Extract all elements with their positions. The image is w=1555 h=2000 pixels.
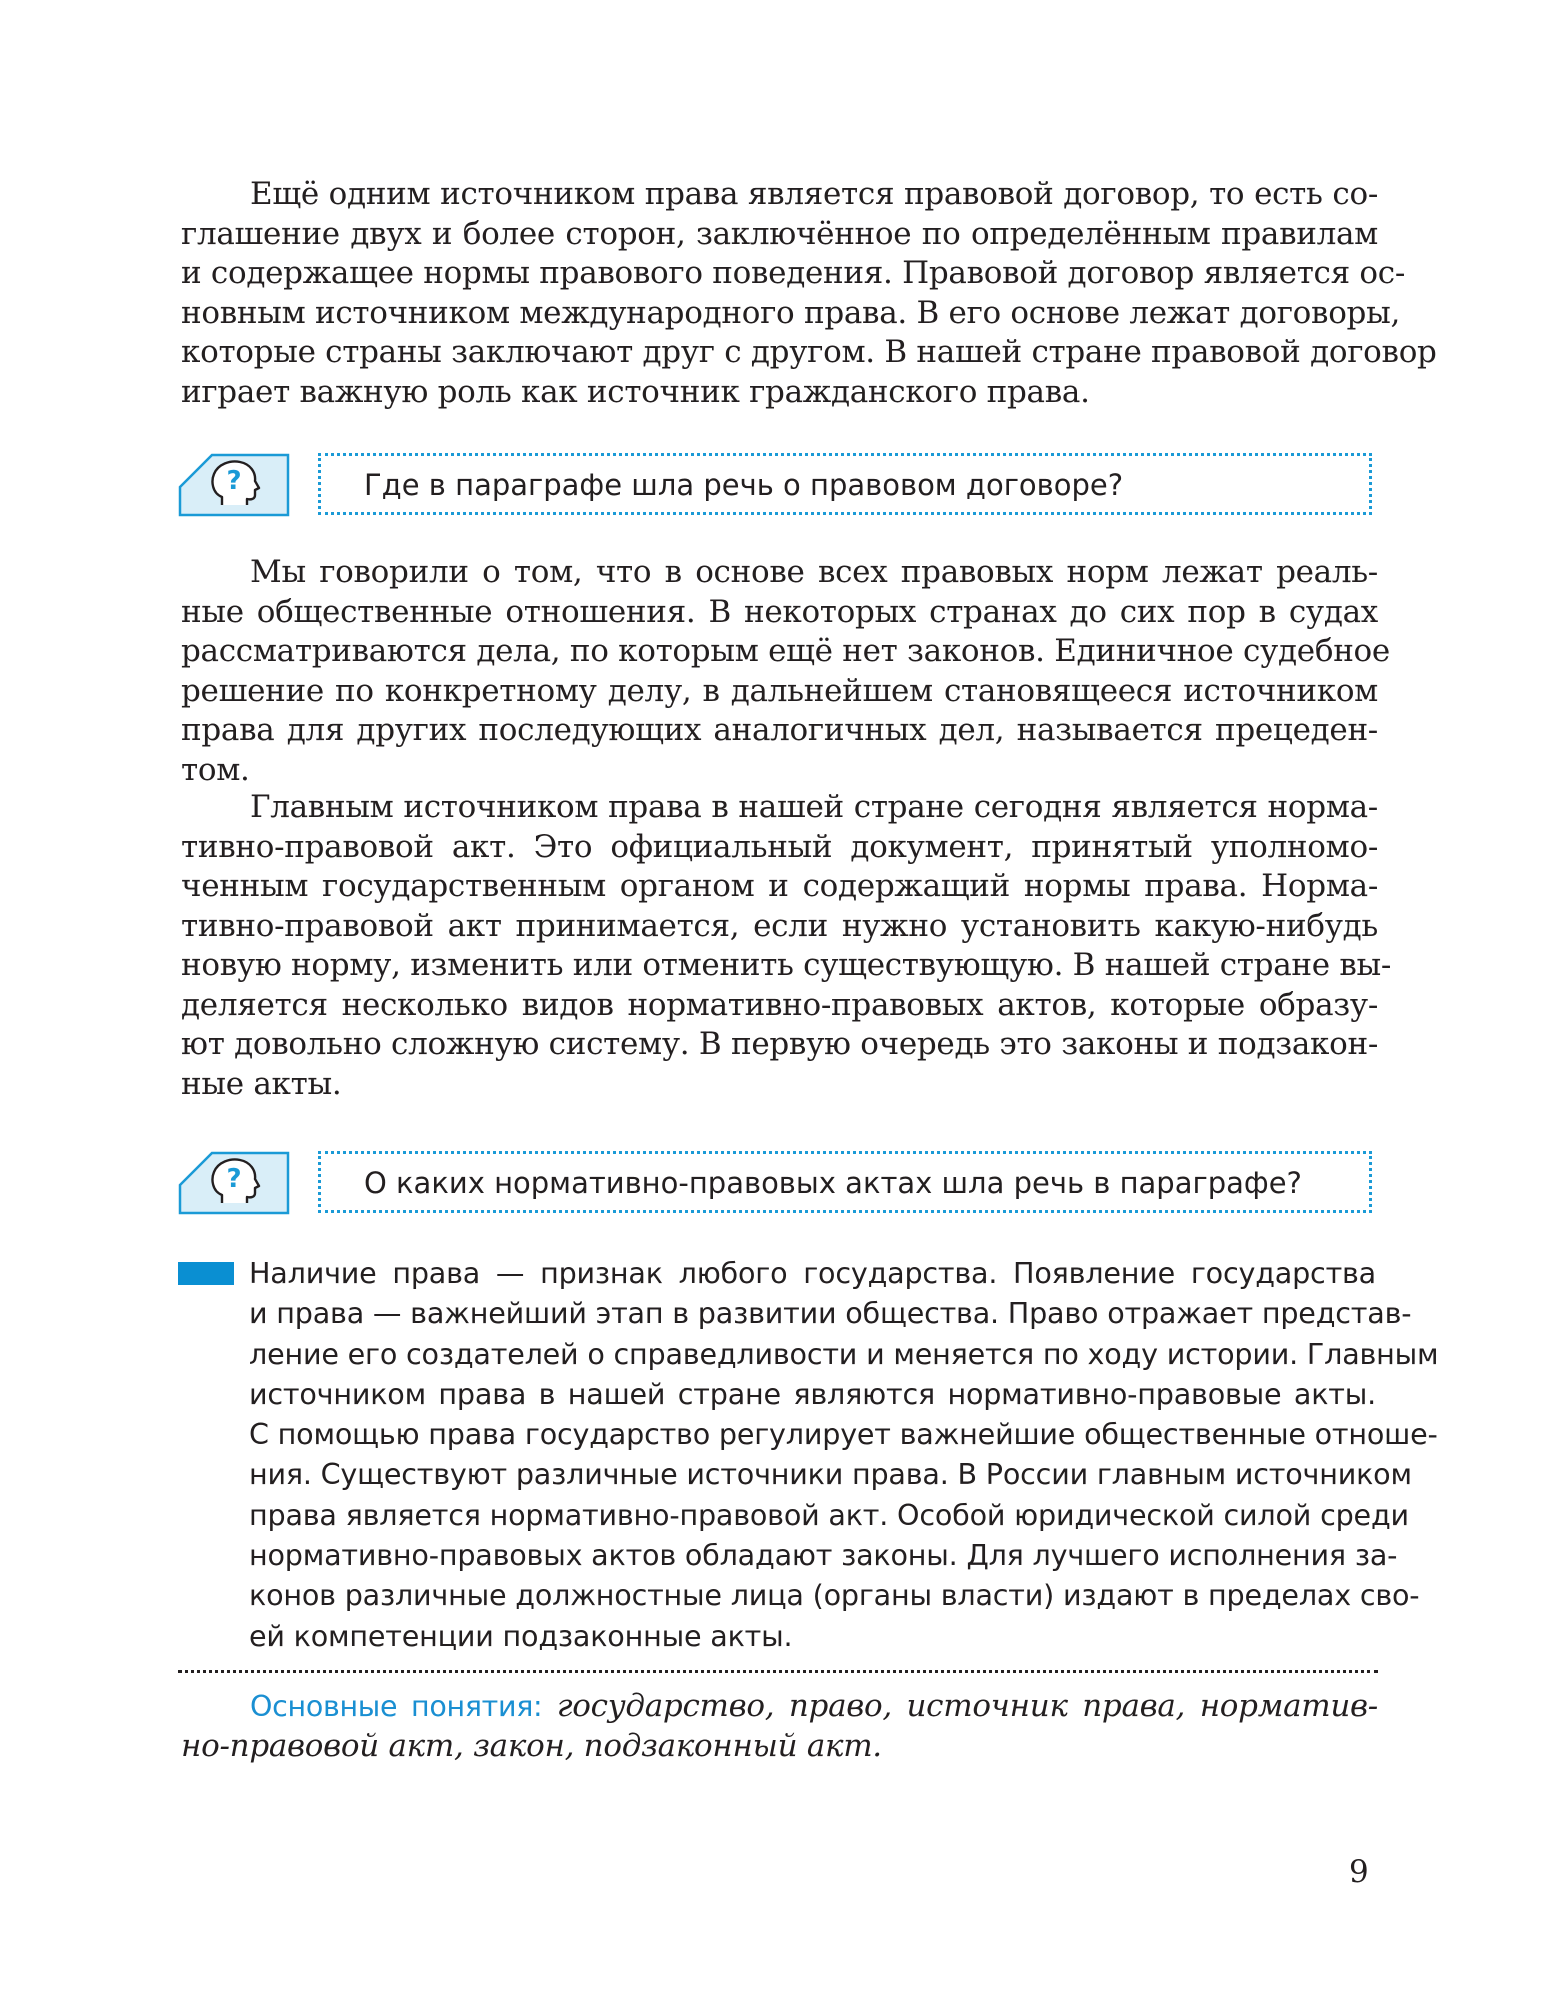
text-line: решение по конкретному делу, в дальнейшем становящееся источником	[181, 672, 1378, 709]
summary-line: ление его создателей о справедливости и меняется по ходу истории. Главным	[249, 1336, 1439, 1371]
question-head-icon	[178, 453, 290, 517]
question-head-icon	[178, 1151, 290, 1215]
question-text: О каких нормативно-правовых актах шла речь в параграфе?	[364, 1166, 1302, 1200]
summary-marker	[178, 1262, 234, 1285]
summary-line: и права — важнейший этап в развитии общества. Право отражает представ-	[249, 1296, 1412, 1331]
text-line: том.	[181, 751, 250, 788]
concepts-label: Основные понятия:	[250, 1690, 543, 1723]
text-line: играет важную роль как источник гражданского права.	[181, 373, 1090, 410]
text-line: которые страны заключают друг с другом. В нашей стране правовой договор	[181, 334, 1437, 370]
text-line: Мы говорили о том, что в основе всех правовых норм лежат реаль-	[250, 554, 1378, 590]
text-line: ные акты.	[181, 1065, 342, 1102]
text-line: Главным источником права в нашей стране сегодня является норма-	[250, 789, 1378, 825]
concepts-terms: государство, право, источник права, норматив-	[556, 1688, 1378, 1724]
key-concepts	[181, 1687, 1378, 1766]
concepts-line	[181, 1687, 1378, 1727]
text-line: глашение двух и более сторон, заключённое по определённым правилам	[181, 215, 1378, 252]
concepts-terms: но-правовой акт, закон, подзаконный акт.	[181, 1727, 882, 1764]
summary-line: права является нормативно-правовой акт. Особой юридической силой среди	[249, 1497, 1409, 1532]
paragraph-1	[181, 175, 1437, 412]
text-line: новным источником международного права. В его основе лежат договоры,	[181, 294, 1401, 331]
text-line: деляется несколько видов нормативно-правовых актов, которые образу-	[181, 986, 1378, 1023]
summary-line: нормативно-правовых актов обладают законы. Для лучшего исполнения за-	[249, 1538, 1398, 1573]
text-line: и содержащее нормы правового поведения. Правовой договор является ос-	[181, 255, 1406, 291]
summary-line: С помощью права государство регулирует важнейшие общественные отноше-	[249, 1417, 1438, 1452]
text-line: рассматриваются дела, по которым ещё нет законов. Единичное судебное	[181, 633, 1390, 669]
summary-line: конов различные должностные лица (органы власти) издают в пределах сво-	[249, 1578, 1420, 1613]
text-line: права для других последующих аналогичных дел, называется прецеден-	[181, 712, 1378, 748]
svg-text:?: ?	[226, 1164, 242, 1194]
paragraph-3	[181, 788, 1392, 1104]
summary-line: ей компетенции подзаконные акты.	[249, 1618, 793, 1653]
text-line: ют довольно сложную систему. В первую очередь это законы и подзакон-	[181, 1026, 1378, 1062]
text-line: новую норму, изменить или отменить существующую. В нашей стране вы-	[181, 947, 1392, 983]
svg-text:?: ?	[226, 466, 242, 496]
text-line: тивно-правовой акт принимается, если нужно установить какую-нибудь	[181, 907, 1378, 944]
text-line: тивно-правовой акт. Это официальный документ, принятый уполномо-	[181, 828, 1378, 865]
summary-line: Наличие права — признак любого государства. Появление государства	[249, 1256, 1376, 1290]
text-line: Ещё одним источником права является правовой договор, то есть со-	[250, 176, 1378, 212]
summary-line: ния. Существуют различные источники права. В России главным источником	[249, 1457, 1412, 1492]
text-line: ченным государственным органом и содержащий нормы права. Норма-	[181, 868, 1378, 904]
dotted-divider	[178, 1670, 1378, 1673]
text-line: ные общественные отношения. В некоторых странах до сих пор в судах	[181, 593, 1378, 630]
paragraph-2	[181, 553, 1390, 790]
page-number: 9	[1349, 1854, 1369, 1890]
summary-block	[249, 1253, 1439, 1656]
question-text: Где в параграфе шла речь о правовом договоре?	[364, 468, 1124, 502]
summary-line: источником права в нашей стране являются нормативно-правовые акты.	[249, 1376, 1376, 1411]
